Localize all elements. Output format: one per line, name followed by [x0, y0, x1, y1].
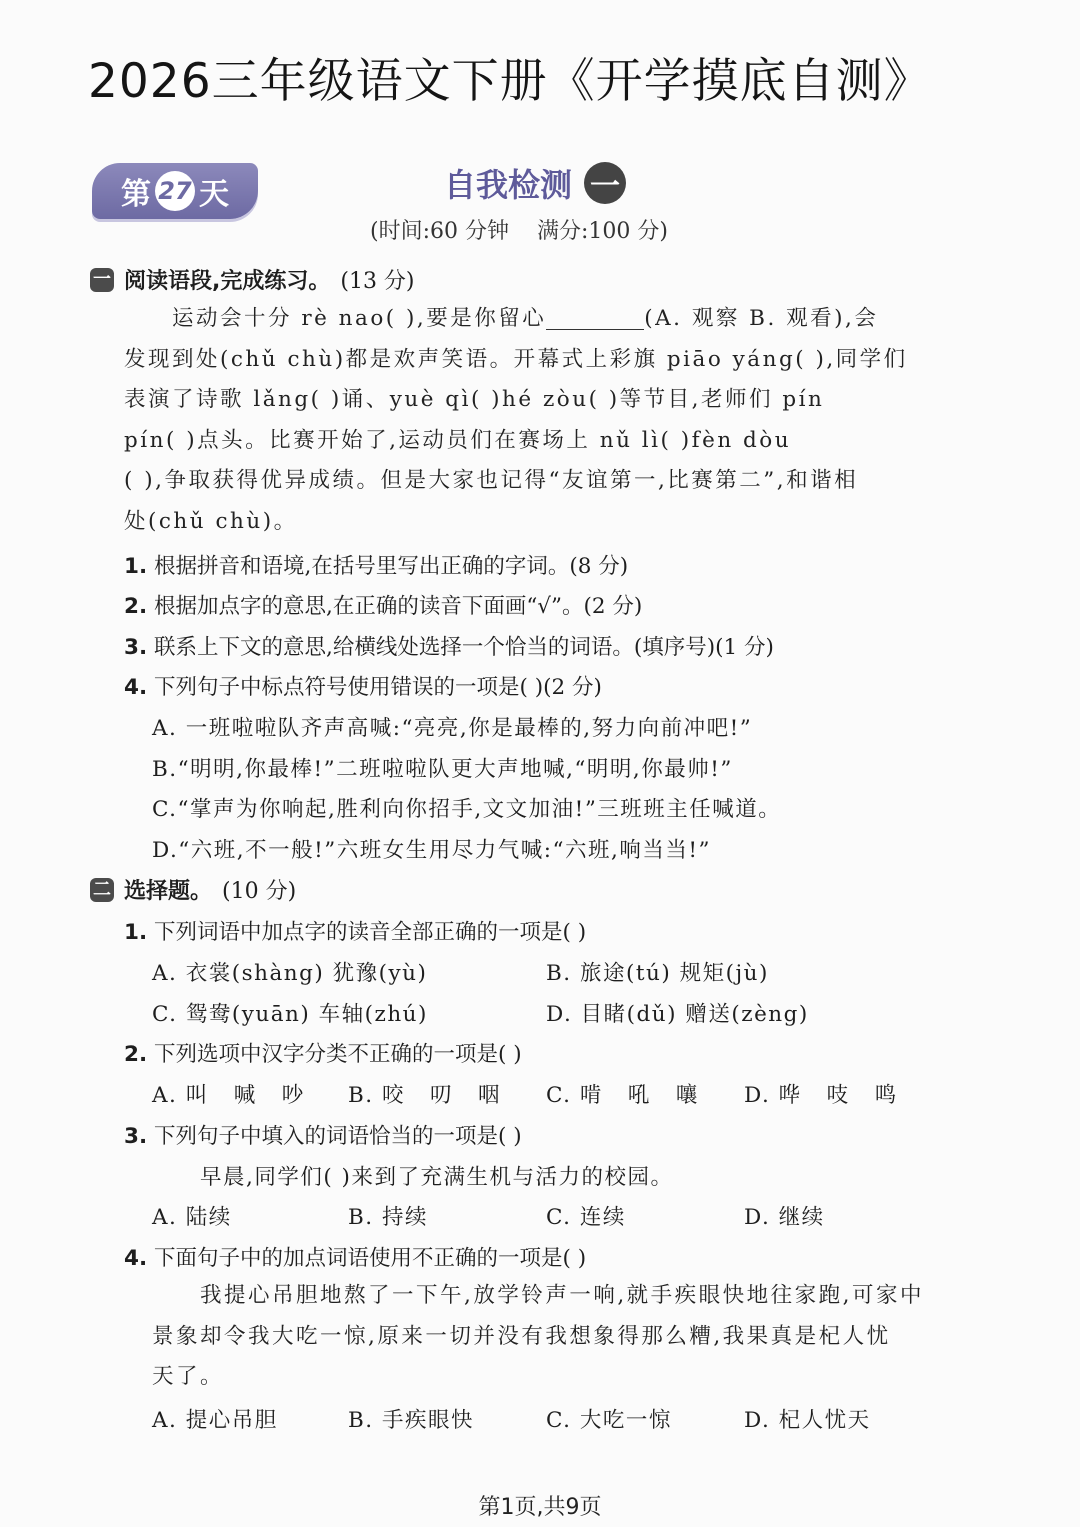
page-number: 第1页,共9页	[478, 1495, 602, 1520]
s2-q3-option-d[interactable]: D. 继续	[744, 1205, 825, 1230]
s2-question-1: 1. 下列词语中加点字的读音全部正确的一项是( )	[124, 920, 587, 945]
test-number: 一	[584, 162, 626, 204]
passage-line: ( ),争取获得优异成绩。但是大家也记得“友谊第一,比赛第二”,和谐相	[124, 468, 859, 493]
passage-line: 景象却令我大吃一惊,原来一切并没有我想象得那么糟,我果真是杞人忧	[152, 1323, 891, 1349]
s2-q3-option-a[interactable]: A. 陆续	[152, 1205, 232, 1230]
section-1-heading	[90, 264, 415, 295]
section-1-icon: 一	[90, 268, 114, 292]
s1-question-4: 4. 下列句子中标点符号使用错误的一项是( )(2 分)	[124, 675, 602, 700]
s1-q4-option-b[interactable]: B.“明明,你最棒!”二班啦啦队更大声地喊,“明明,你最帅!”	[152, 757, 733, 782]
s2-q3-option-c[interactable]: C. 连续	[546, 1205, 626, 1230]
s2-question-4: 4. 下面句子中的加点词语使用不正确的一项是( )	[124, 1246, 587, 1271]
section-2-icon: 二	[90, 878, 114, 902]
document-title: 2026三年级语文下册《开学摸底自测》	[88, 54, 932, 109]
s2-q2-option-b[interactable]: B. 咬 叨 咽	[348, 1083, 501, 1108]
s1-question-3: 3. 联系上下文的意思,给横线处选择一个恰当的词语。(填序号)(1 分)	[124, 635, 774, 660]
s2-question-3: 3. 下列句子中填入的词语恰当的一项是( )	[124, 1124, 522, 1149]
answer-blank[interactable]	[546, 309, 644, 330]
s2-q3-sentence: 早晨,同学们( )来到了充满生机与活力的校园。	[200, 1165, 674, 1190]
s2-q4-option-a[interactable]: A. 提心吊胆	[152, 1408, 278, 1433]
passage-line: 我提心吊胆地熬了一下午,放学铃声一响,就手疾眼快地往家跑,可家中	[200, 1283, 925, 1308]
day-badge-suffix: 天	[199, 177, 229, 212]
s2-q1-option-a[interactable]: A. 衣裳(shàng) 犹豫(yù)	[152, 961, 428, 986]
test-title-text: 自我检测	[444, 166, 573, 204]
time-limit: (时间:60 分钟	[370, 219, 509, 244]
reading-passage	[124, 299, 974, 542]
passage-line: pín( )点头。比赛开始了,运动员们在赛场上 nǔ lì( )fèn dòu	[124, 427, 792, 453]
s2-q1-option-c[interactable]: C. 鸳鸯(yuān) 车轴(zhú)	[152, 1002, 428, 1027]
passage-line: 处(chǔ chù)。	[124, 508, 298, 534]
s2-q2-option-d[interactable]: D. 哗 吱 鸣	[744, 1083, 898, 1108]
day-badge	[92, 163, 258, 219]
passage-line: 运动会十分 rè nao( ),要是你留心 (A. 观察 B. 观看),会	[172, 306, 879, 331]
passage-line: 表演了诗歌 lǎng( )诵、yuè qì( )hé zòu( )等节目,老师们 pín	[124, 387, 825, 412]
section-2-heading	[90, 874, 296, 905]
s2-q3-option-b[interactable]: B. 持续	[348, 1205, 428, 1230]
s2-question-2: 2. 下列选项中汉字分类不正确的一项是( )	[124, 1042, 522, 1067]
s2-q4-passage	[152, 1276, 974, 1398]
section-2-title: 选择题。	[124, 879, 213, 904]
s1-q4-option-c[interactable]: C.“掌声为你响起,胜利向你招手,文文加油!”三班班主任喊道。	[152, 797, 782, 822]
s1-q4-option-d[interactable]: D.“六班,不一般!”六班女生用尽力气喊:“六班,响当当!”	[152, 838, 711, 863]
section-2-score: (10 分)	[222, 879, 297, 904]
passage-line: 天了。	[152, 1364, 225, 1389]
s2-q2-option-c[interactable]: C. 啃 吼 嚷	[546, 1083, 699, 1108]
s2-q1-option-b[interactable]: B. 旅途(tú) 规矩(jù)	[546, 961, 769, 986]
s2-q2-option-a[interactable]: A. 叫 喊 吵	[152, 1083, 305, 1108]
test-title	[444, 160, 626, 206]
s1-q4-option-a[interactable]: A. 一班啦啦队齐声高喊:“亮亮,你是最棒的,努力向前冲吧!”	[152, 716, 753, 741]
s2-q4-option-d[interactable]: D. 杞人忧天	[744, 1408, 871, 1433]
day-badge-prefix: 第	[121, 177, 151, 212]
section-1-score: (13 分)	[340, 269, 415, 294]
s2-q4-option-c[interactable]: C. 大吃一惊	[546, 1408, 672, 1433]
section-1-title: 阅读语段,完成练习。	[124, 269, 331, 294]
passage-line: 发现到处(chǔ chù)都是欢声笑语。开幕式上彩旗 piāo yáng( ),同学们	[124, 346, 908, 372]
s2-q4-option-b[interactable]: B. 手疾眼快	[348, 1408, 474, 1433]
day-number: 27	[155, 171, 195, 211]
s2-q1-option-d[interactable]: D. 目睹(dǔ) 赠送(zèng)	[546, 1002, 809, 1027]
full-score: 满分:100 分)	[536, 219, 668, 244]
s1-question-2: 2. 根据加点字的意思,在正确的读音下面画“√”。(2 分)	[124, 594, 643, 619]
time-and-score	[370, 214, 668, 245]
s1-question-1: 1. 根据拼音和语境,在括号里写出正确的字词。(8 分)	[124, 554, 629, 579]
